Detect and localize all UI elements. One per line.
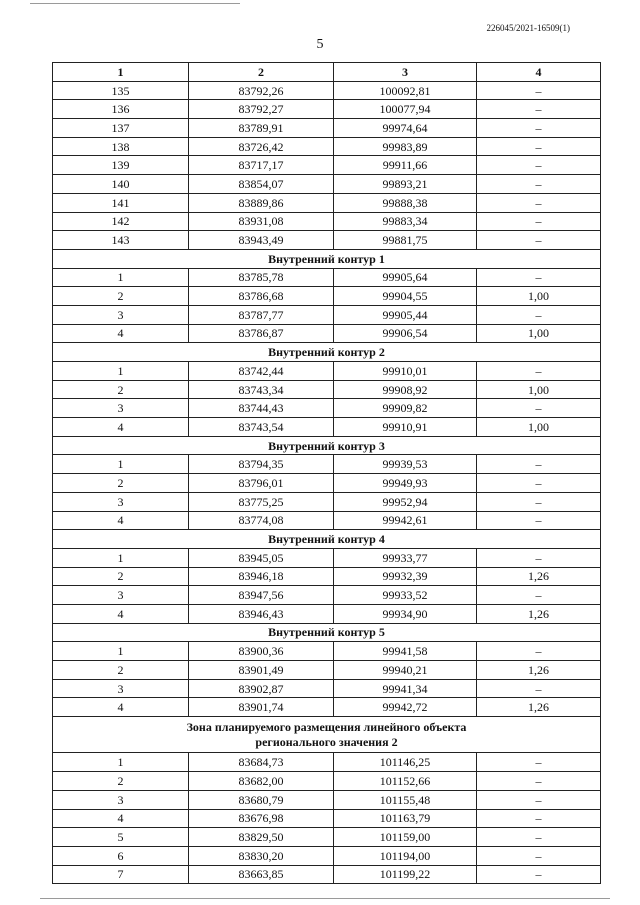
x-coordinate-cell: 83717,17: [189, 156, 334, 175]
section-title: Внутренний контур 5: [53, 623, 601, 642]
table-row: [53, 268, 601, 287]
point-number-cell: 143: [53, 231, 189, 250]
point-number-cell: 1: [53, 642, 189, 661]
section-title: Внутренний контур 3: [53, 436, 601, 455]
y-coordinate-cell: 99910,01: [334, 362, 477, 381]
coordinates-table: [52, 62, 601, 884]
section-row: [53, 343, 601, 362]
x-coordinate-cell: 83889,86: [189, 193, 334, 212]
x-coordinate-cell: 83901,49: [189, 661, 334, 680]
point-number-cell: 136: [53, 100, 189, 119]
column-header: 3: [334, 63, 477, 82]
x-coordinate-cell: 83945,05: [189, 548, 334, 567]
section-row: [53, 530, 601, 549]
value-cell: 1,00: [477, 418, 601, 437]
x-coordinate-cell: 83774,08: [189, 511, 334, 530]
section-row: [53, 717, 601, 753]
x-coordinate-cell: 83902,87: [189, 679, 334, 698]
x-coordinate-cell: 83663,85: [189, 865, 334, 884]
section-title: Внутренний контур 4: [53, 530, 601, 549]
x-coordinate-cell: 83682,00: [189, 772, 334, 791]
table-row: [53, 474, 601, 493]
point-number-cell: 1: [53, 455, 189, 474]
table-row: [53, 175, 601, 194]
value-cell: –: [477, 474, 601, 493]
column-header: 1: [53, 63, 189, 82]
table-row: [53, 156, 601, 175]
section-title: Внутренний контур 2: [53, 343, 601, 362]
section-row: [53, 623, 601, 642]
x-coordinate-cell: 83901,74: [189, 698, 334, 717]
value-cell: –: [477, 809, 601, 828]
x-coordinate-cell: 83742,44: [189, 362, 334, 381]
x-coordinate-cell: 83743,54: [189, 418, 334, 437]
y-coordinate-cell: 99949,93: [334, 474, 477, 493]
y-coordinate-cell: 101159,00: [334, 828, 477, 847]
y-coordinate-cell: 99904,55: [334, 287, 477, 306]
y-coordinate-cell: 99910,91: [334, 418, 477, 437]
y-coordinate-cell: 99941,58: [334, 642, 477, 661]
point-number-cell: 4: [53, 418, 189, 437]
y-coordinate-cell: 99911,66: [334, 156, 477, 175]
value-cell: –: [477, 753, 601, 772]
table-row: [53, 511, 601, 530]
point-number-cell: 4: [53, 698, 189, 717]
value-cell: –: [477, 193, 601, 212]
y-coordinate-cell: 99941,34: [334, 679, 477, 698]
x-coordinate-cell: 83744,43: [189, 399, 334, 418]
y-coordinate-cell: 101152,66: [334, 772, 477, 791]
y-coordinate-cell: 99952,94: [334, 492, 477, 511]
y-coordinate-cell: 99888,38: [334, 193, 477, 212]
value-cell: –: [477, 642, 601, 661]
table-row: [53, 193, 601, 212]
x-coordinate-cell: 83787,77: [189, 305, 334, 324]
point-number-cell: 137: [53, 119, 189, 138]
x-coordinate-cell: 83785,78: [189, 268, 334, 287]
table-row: [53, 790, 601, 809]
value-cell: –: [477, 548, 601, 567]
table-row: [53, 679, 601, 698]
table-row: [53, 604, 601, 623]
table-row: [53, 492, 601, 511]
y-coordinate-cell: 99939,53: [334, 455, 477, 474]
point-number-cell: 3: [53, 790, 189, 809]
column-header: 2: [189, 63, 334, 82]
x-coordinate-cell: 83792,27: [189, 100, 334, 119]
x-coordinate-cell: 83946,18: [189, 567, 334, 586]
section-title: Внутренний контур 1: [53, 249, 601, 268]
x-coordinate-cell: 83792,26: [189, 81, 334, 100]
section-title: Зона планируемого размещения линейного объекта регионального значения 2: [53, 717, 601, 753]
point-number-cell: 5: [53, 828, 189, 847]
value-cell: –: [477, 175, 601, 194]
y-coordinate-cell: 99940,21: [334, 661, 477, 680]
section-row: [53, 249, 601, 268]
value-cell: –: [477, 362, 601, 381]
point-number-cell: 1: [53, 753, 189, 772]
value-cell: –: [477, 399, 601, 418]
x-coordinate-cell: 83946,43: [189, 604, 334, 623]
table-row: [53, 399, 601, 418]
table-row: [53, 418, 601, 437]
value-cell: –: [477, 156, 601, 175]
point-number-cell: 1: [53, 268, 189, 287]
x-coordinate-cell: 83830,20: [189, 846, 334, 865]
x-coordinate-cell: 83775,25: [189, 492, 334, 511]
table-row: [53, 119, 601, 138]
y-coordinate-cell: 99881,75: [334, 231, 477, 250]
x-coordinate-cell: 83854,07: [189, 175, 334, 194]
y-coordinate-cell: 99942,72: [334, 698, 477, 717]
y-coordinate-cell: 101146,25: [334, 753, 477, 772]
point-number-cell: 1: [53, 362, 189, 381]
y-coordinate-cell: 99934,90: [334, 604, 477, 623]
point-number-cell: 1: [53, 548, 189, 567]
table-row: [53, 548, 601, 567]
page-number: 5: [316, 37, 324, 52]
point-number-cell: 4: [53, 604, 189, 623]
value-cell: –: [477, 119, 601, 138]
x-coordinate-cell: 83743,34: [189, 380, 334, 399]
table-row: [53, 846, 601, 865]
point-number-cell: 2: [53, 772, 189, 791]
y-coordinate-cell: 99909,82: [334, 399, 477, 418]
y-coordinate-cell: 101163,79: [334, 809, 477, 828]
y-coordinate-cell: 99942,61: [334, 511, 477, 530]
point-number-cell: 142: [53, 212, 189, 231]
y-coordinate-cell: 99983,89: [334, 137, 477, 156]
x-coordinate-cell: 83680,79: [189, 790, 334, 809]
x-coordinate-cell: 83726,42: [189, 137, 334, 156]
value-cell: 1,26: [477, 661, 601, 680]
y-coordinate-cell: 99883,34: [334, 212, 477, 231]
table-row: [53, 753, 601, 772]
y-coordinate-cell: 100092,81: [334, 81, 477, 100]
x-coordinate-cell: 83786,87: [189, 324, 334, 343]
y-coordinate-cell: 99893,21: [334, 175, 477, 194]
value-cell: –: [477, 865, 601, 884]
y-coordinate-cell: 101155,48: [334, 790, 477, 809]
point-number-cell: 3: [53, 492, 189, 511]
table-row: [53, 231, 601, 250]
value-cell: –: [477, 455, 601, 474]
table-row: [53, 305, 601, 324]
point-number-cell: 3: [53, 586, 189, 605]
value-cell: –: [477, 790, 601, 809]
value-cell: 1,00: [477, 380, 601, 399]
point-number-cell: 2: [53, 380, 189, 399]
value-cell: –: [477, 679, 601, 698]
table-header-row: [53, 63, 601, 82]
y-coordinate-cell: 101194,00: [334, 846, 477, 865]
value-cell: –: [477, 305, 601, 324]
value-cell: –: [477, 100, 601, 119]
value-cell: –: [477, 137, 601, 156]
section-row: [53, 436, 601, 455]
point-number-cell: 4: [53, 809, 189, 828]
x-coordinate-cell: 83829,50: [189, 828, 334, 847]
table-row: [53, 586, 601, 605]
table-body: [53, 81, 601, 884]
x-coordinate-cell: 83676,98: [189, 809, 334, 828]
point-number-cell: 135: [53, 81, 189, 100]
point-number-cell: 3: [53, 679, 189, 698]
table-row: [53, 362, 601, 381]
point-number-cell: 3: [53, 399, 189, 418]
table-row: [53, 772, 601, 791]
table-row: [53, 137, 601, 156]
table-row: [53, 809, 601, 828]
point-number-cell: 3: [53, 305, 189, 324]
y-coordinate-cell: 99908,92: [334, 380, 477, 399]
x-coordinate-cell: 83794,35: [189, 455, 334, 474]
table-row: [53, 698, 601, 717]
point-number-cell: 2: [53, 474, 189, 493]
point-number-cell: 138: [53, 137, 189, 156]
table-row: [53, 287, 601, 306]
x-coordinate-cell: 83947,56: [189, 586, 334, 605]
table-row: [53, 81, 601, 100]
point-number-cell: 140: [53, 175, 189, 194]
x-coordinate-cell: 83900,36: [189, 642, 334, 661]
value-cell: –: [477, 81, 601, 100]
table-row: [53, 642, 601, 661]
y-coordinate-cell: 99932,39: [334, 567, 477, 586]
point-number-cell: 139: [53, 156, 189, 175]
point-number-cell: 6: [53, 846, 189, 865]
value-cell: 1,26: [477, 698, 601, 717]
y-coordinate-cell: 101199,22: [334, 865, 477, 884]
value-cell: –: [477, 846, 601, 865]
y-coordinate-cell: 99905,44: [334, 305, 477, 324]
value-cell: 1,26: [477, 604, 601, 623]
y-coordinate-cell: 100077,94: [334, 100, 477, 119]
point-number-cell: 2: [53, 567, 189, 586]
value-cell: 1,00: [477, 287, 601, 306]
value-cell: –: [477, 772, 601, 791]
value-cell: –: [477, 268, 601, 287]
column-header: 4: [477, 63, 601, 82]
y-coordinate-cell: 99974,64: [334, 119, 477, 138]
point-number-cell: 2: [53, 287, 189, 306]
table-row: [53, 455, 601, 474]
value-cell: –: [477, 492, 601, 511]
x-coordinate-cell: 83943,49: [189, 231, 334, 250]
x-coordinate-cell: 83789,91: [189, 119, 334, 138]
value-cell: 1,00: [477, 324, 601, 343]
table-row: [53, 865, 601, 884]
document-number: 226045/2021-16509(1): [486, 23, 570, 33]
table-row: [53, 324, 601, 343]
table-row: [53, 212, 601, 231]
value-cell: –: [477, 212, 601, 231]
y-coordinate-cell: 99905,64: [334, 268, 477, 287]
table-row: [53, 567, 601, 586]
point-number-cell: 7: [53, 865, 189, 884]
x-coordinate-cell: 83786,68: [189, 287, 334, 306]
y-coordinate-cell: 99906,54: [334, 324, 477, 343]
x-coordinate-cell: 83796,01: [189, 474, 334, 493]
table-row: [53, 828, 601, 847]
y-coordinate-cell: 99933,52: [334, 586, 477, 605]
point-number-cell: 141: [53, 193, 189, 212]
table-row: [53, 661, 601, 680]
y-coordinate-cell: 99933,77: [334, 548, 477, 567]
point-number-cell: 4: [53, 324, 189, 343]
value-cell: 1,26: [477, 567, 601, 586]
scan-artifact-bottom: [40, 898, 610, 899]
value-cell: –: [477, 511, 601, 530]
table-row: [53, 100, 601, 119]
table-row: [53, 380, 601, 399]
point-number-cell: 4: [53, 511, 189, 530]
x-coordinate-cell: 83931,08: [189, 212, 334, 231]
x-coordinate-cell: 83684,73: [189, 753, 334, 772]
value-cell: –: [477, 586, 601, 605]
point-number-cell: 2: [53, 661, 189, 680]
value-cell: –: [477, 828, 601, 847]
scan-artifact-top: [30, 3, 240, 4]
value-cell: –: [477, 231, 601, 250]
